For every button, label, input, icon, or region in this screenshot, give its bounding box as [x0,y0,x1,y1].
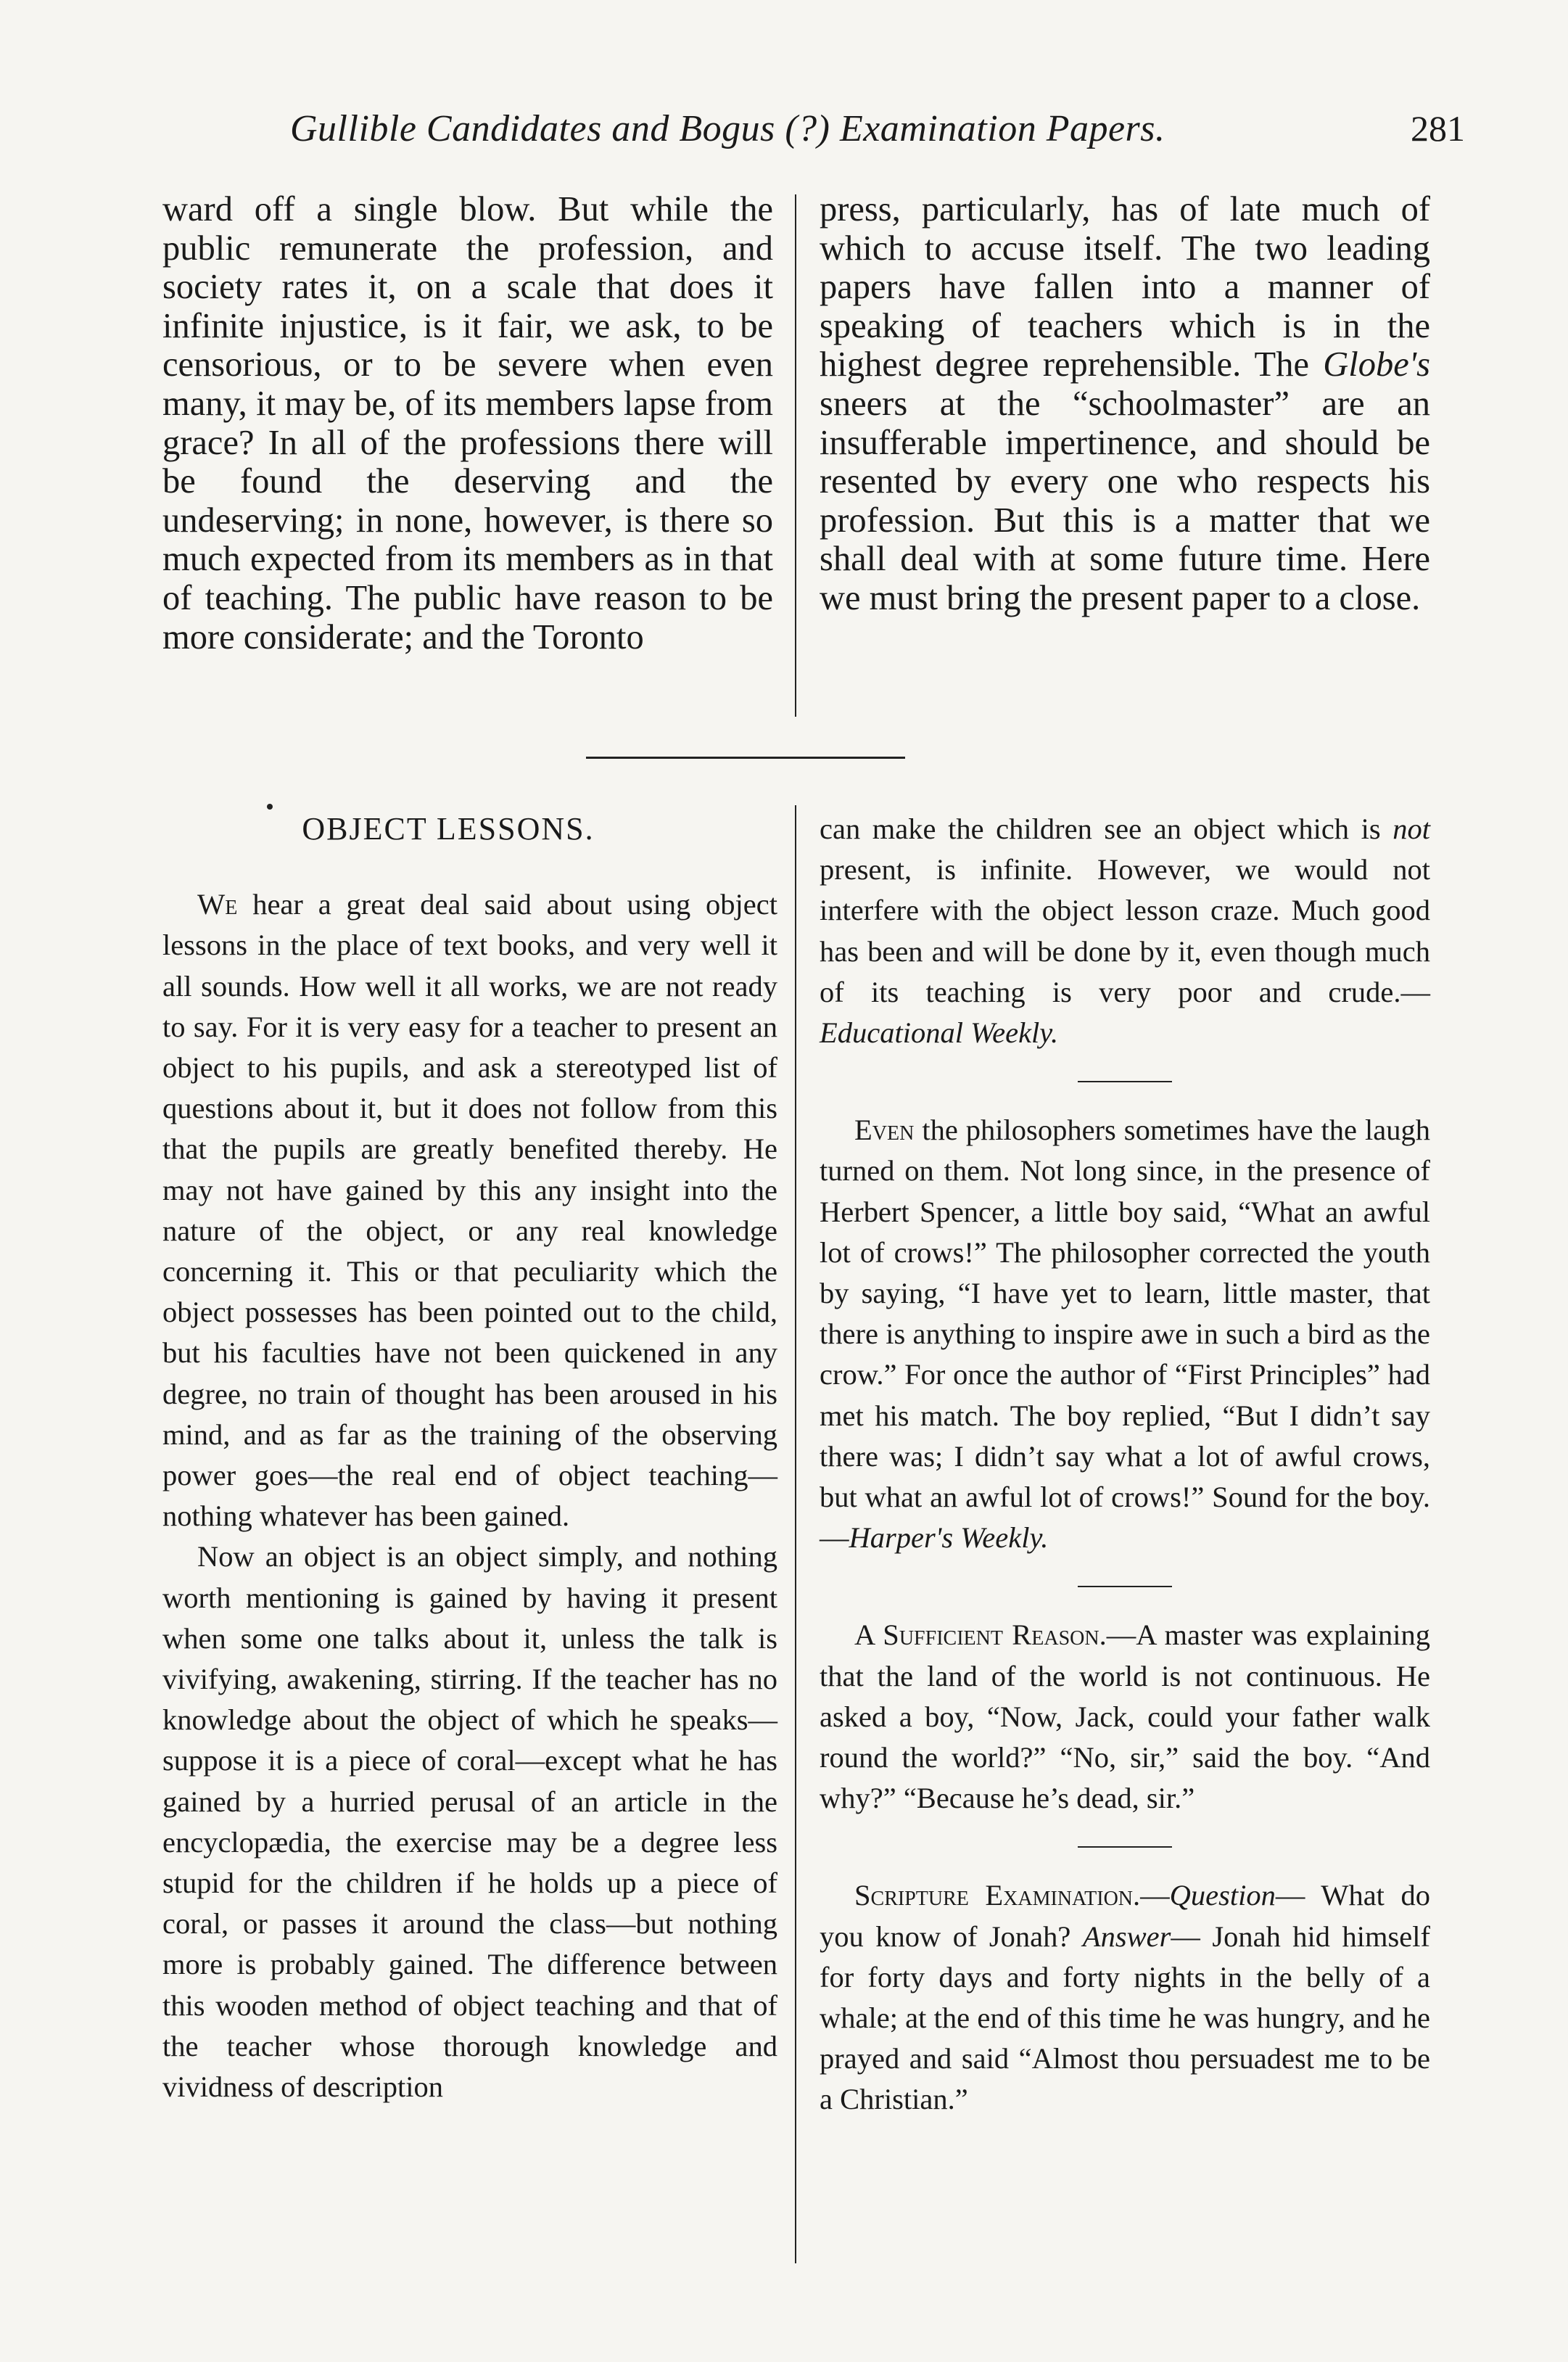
paragraph: Now an object is an object simply, and nothing worth mentioning is gained by having it present when some one talks about it, unless the talk is vivifying, awakening, stirring. If the teacher has no knowledge about the object of which he speaks—suppose it is a piece of coral—except what he has gained by a hurried perusal of an article in the encyclopædia, the exercise may be a degree less stupid for the children if he holds up a piece of coral, or passes it around the class—but nothing more is probably gained. The difference between this wooden method of object teaching and that of the teacher whose thorough knowledge and vividness of description [162,1540,777,2104]
item-title: Scripture Examination. [854,1879,1141,1912]
emphasis: not [1392,812,1430,845]
item-divider [1078,1081,1172,1082]
column-divider [795,194,796,717]
column-divider [795,805,796,2263]
paragraph: Even the philosophers sometimes have the laugh turned on them. Not long since, in the presence of Herbert Spencer, a little boy said, “What an awful lot of crows!” The philosopher corrected the youth by saying, “I have yet to learn, little master, that there is anything to inspire awe in such a bird as the crow.” For once the author of “First Principles” had met his match. The boy replied, “But I didn’t say there was; I didn’t say what a lot of awful crows, but what an awful lot of crows!” Sound for the boy.—Harper's Weekly. [820,1114,1430,1555]
source-credit: Educational Weekly. [820,1016,1059,1050]
page-header [290,107,1465,165]
paragraph: can make the children see an object which is not present, is infinite. However, we would not interfere with the object lesson craze. Much good has been and will be done by it, even though much of its teaching is very poor and crude.—Educational Weekly. [820,812,1430,1050]
question-label: Question [1169,1879,1276,1912]
item-divider [1078,1586,1172,1587]
globe-title: Globe's [1323,345,1430,384]
object-lessons-heading: OBJECT LESSONS. [302,811,595,847]
paragraph: ward off a single blow. But while the public remunerate the profession, and society rates it, on a scale that does it infinite injustice, is it fair, we ask, to be censorious, or to be severe when even many, it may be, of its members lapse from grace? In all of the professions there will be found the deserving and the undeserving; in none, however, is there so much expected from its members as in that of teaching. The public have reason to be more considerate; and the Toronto [162,190,773,657]
paragraph: We hear a great deal said about using object lessons in the place of text books, and very well it all sounds. How well it all works, we are not ready to say. For it is very easy for a teacher to present an object to his pupils, and ask a stereotyped list of questions about it, but it does not follow from this that the pupils are greatly benefited thereby. He may not have gained by this any insight into the nature of the object, or any real knowledge concerning it. This or that peculiarity which the object possesses has been pointed out to the child, but his faculties have not been quickened in any degree, no train of thought has been aroused in his mind, and as far as the training of the observing power goes—the real end of object teaching—nothing whatever has been gained. [162,888,778,1533]
source-credit: Harper's Weekly. [849,1521,1049,1555]
lead-word: Even [854,1114,915,1147]
item-title: A Sufficient Reason. [854,1618,1107,1652]
answer-label: Answer [1082,1919,1171,1953]
section-divider [586,757,905,759]
paragraph: press, particularly, has of late much of which to accuse itself. The two leading papers have fallen into a manner of speaking of teachers which is in the highest degree reprehensible. The Globe's sneers at the “schoolmaster” are an insufferable impertinence, and should be resented by every one who respects his profession. But this is a matter that we shall deal with at some future time. Here we must bring the present paper to a close. [820,190,1430,617]
paragraph: Scripture Examination.—Question— What do you know of Jonah? Answer— Jonah hid himself for forty days and forty nights in the belly of a whale; at the end of this time he was hungry, and he prayed and said “Almost thou persuadest me to be a Christian.” [820,1879,1431,2116]
bottom-left-column [162,809,777,2107]
bottom-right-column [820,809,1430,2120]
page-number: 281 [1411,108,1465,149]
top-right-column [820,190,1430,618]
top-left-column [162,190,773,657]
running-title: Gullible Candidates and Bogus (?) Examination Papers. [290,108,1165,149]
item-divider [1078,1846,1172,1848]
lead-word: We [197,888,238,921]
paragraph: A Sufficient Reason.—A master was explaining that the land of the world is not continuous. He asked a boy, “Now, Jack, could your father walk round the world?” “No, sir,” said the boy. “And why?” “Because he’s dead, sir.” [820,1618,1430,1815]
